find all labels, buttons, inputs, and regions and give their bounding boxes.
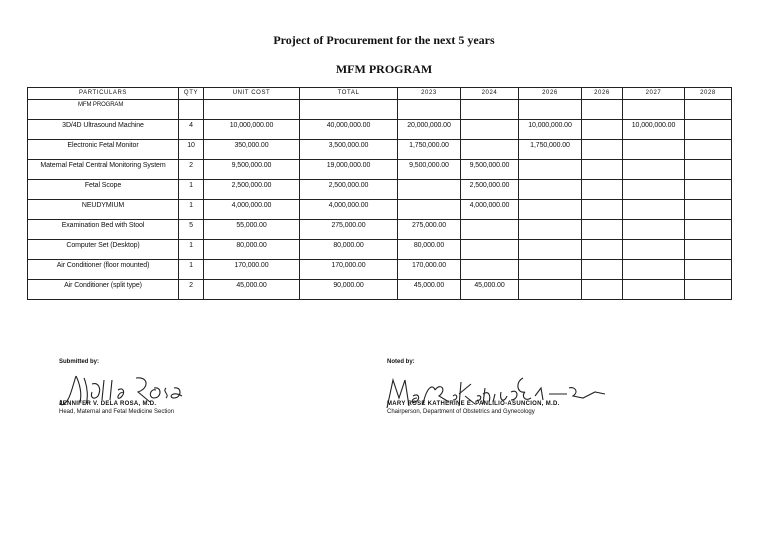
item-particulars: Air Conditioner (floor mounted) [28, 260, 179, 280]
table-row [28, 180, 732, 200]
table-cell [582, 240, 623, 260]
header-cell: PARTICULARS [28, 88, 179, 100]
table-cell: 80,000.00 [398, 240, 461, 260]
table-cell [582, 260, 623, 280]
table-cell: 350,000.00 [204, 140, 300, 160]
table-row [28, 280, 732, 300]
document-title: Project of Procurement for the next 5 years [273, 33, 495, 47]
table-cell: 4,000,000.00 [300, 200, 398, 220]
table-cell: 9,500,000.00 [204, 160, 300, 180]
table-cell [519, 280, 582, 300]
table-cell [685, 100, 732, 120]
header-cell: UNIT COST [204, 88, 300, 100]
table-cell [623, 100, 685, 120]
table-cell: 40,000,000.00 [300, 120, 398, 140]
table-cell: 10,000,000.00 [204, 120, 300, 140]
item-particulars: Computer Set (Desktop) [28, 240, 179, 260]
table-cell: 170,000.00 [398, 260, 461, 280]
table-cell: 90,000.00 [300, 280, 398, 300]
procurement-table [27, 87, 732, 300]
table-cell: 80,000.00 [204, 240, 300, 260]
noted-name: MARY ROSE KATHERINE E. PANLILIO-ASUNCION, M.D. [387, 401, 560, 407]
table-row [28, 140, 732, 160]
table-cell [685, 180, 732, 200]
table-cell [685, 220, 732, 240]
table-cell [461, 100, 519, 120]
table-cell: 1 [179, 200, 204, 220]
table-cell [398, 200, 461, 220]
table-cell: 275,000.00 [398, 220, 461, 240]
item-particulars: NEUDYMIUM [28, 200, 179, 220]
table-cell [623, 280, 685, 300]
table-cell: 9,500,000.00 [398, 160, 461, 180]
noted-signatory [387, 400, 560, 416]
header-cell: 2023 [398, 88, 461, 100]
header-cell: 2026 [519, 88, 582, 100]
table-cell: 10,000,000.00 [623, 120, 685, 140]
table-cell: 1 [179, 260, 204, 280]
table-cell [519, 180, 582, 200]
table-cell [461, 220, 519, 240]
header-cell: 2026 [582, 88, 623, 100]
section-row [28, 100, 732, 120]
table-cell: 2,500,000.00 [461, 180, 519, 200]
table-cell [623, 160, 685, 180]
table-cell: 1 [179, 240, 204, 260]
table-row [28, 200, 732, 220]
table-cell: 20,000,000.00 [398, 120, 461, 140]
table-cell: 2 [179, 160, 204, 180]
table-cell: 45,000.00 [461, 280, 519, 300]
table-cell [623, 140, 685, 160]
table-cell [461, 140, 519, 160]
table-cell [461, 240, 519, 260]
table-cell: 4,000,000.00 [461, 200, 519, 220]
table-cell: 2 [179, 280, 204, 300]
table-cell [519, 100, 582, 120]
table-cell [519, 240, 582, 260]
table-cell [623, 260, 685, 280]
table-cell [685, 140, 732, 160]
table-cell [623, 180, 685, 200]
item-particulars: Air Conditioner (split type) [28, 280, 179, 300]
table-cell: 2,500,000.00 [204, 180, 300, 200]
table-cell: 10 [179, 140, 204, 160]
table-cell: 80,000.00 [300, 240, 398, 260]
table-cell [519, 260, 582, 280]
table-cell [623, 220, 685, 240]
table-cell: 5 [179, 220, 204, 240]
table-cell: 9,500,000.00 [461, 160, 519, 180]
table-cell [398, 100, 461, 120]
table-cell: 45,000.00 [204, 280, 300, 300]
table-cell: 55,000.00 [204, 220, 300, 240]
table-cell: 3,500,000.00 [300, 140, 398, 160]
noted-position: Chairperson, Department of Obstetrics and Gynecology [387, 409, 535, 415]
table-cell [519, 220, 582, 240]
submitted-by-label: Submitted by: [59, 359, 99, 365]
header-cell: 2024 [461, 88, 519, 100]
table-cell: 2,500,000.00 [300, 180, 398, 200]
table-cell [685, 120, 732, 140]
table-cell [582, 280, 623, 300]
table-row [28, 240, 732, 260]
table-cell: 275,000.00 [300, 220, 398, 240]
table-cell [461, 120, 519, 140]
table-cell [582, 140, 623, 160]
table-row [28, 120, 732, 140]
header-cell: QTY [179, 88, 204, 100]
document-subtitle: MFM PROGRAM [335, 62, 433, 76]
table-cell [300, 100, 398, 120]
table-cell [623, 240, 685, 260]
table-cell [582, 100, 623, 120]
submitted-name: JENNIFER V. DELA ROSA, M.D. [59, 401, 157, 407]
table-cell: 45,000.00 [398, 280, 461, 300]
noted-by-label: Noted by: [387, 359, 415, 365]
table-cell [519, 160, 582, 180]
header-cell: 2027 [623, 88, 685, 100]
item-particulars: Examination Bed with Stool [28, 220, 179, 240]
item-particulars: Electronic Fetal Monitor [28, 140, 179, 160]
table-header-row [28, 88, 732, 100]
table-cell [204, 100, 300, 120]
table-cell [685, 160, 732, 180]
item-particulars: Maternal Fetal Central Monitoring System [28, 160, 179, 180]
table-row [28, 260, 732, 280]
header-cell: 2028 [685, 88, 732, 100]
table-row [28, 160, 732, 180]
table-cell [685, 200, 732, 220]
table-cell: 19,000,000.00 [300, 160, 398, 180]
table-cell: 4 [179, 120, 204, 140]
table-cell [582, 200, 623, 220]
table-cell: 10,000,000.00 [519, 120, 582, 140]
table-cell [685, 240, 732, 260]
table-cell [582, 120, 623, 140]
table-cell [685, 260, 732, 280]
table-row [28, 220, 732, 240]
table-cell [519, 200, 582, 220]
table-cell: 1,750,000.00 [398, 140, 461, 160]
table-cell [582, 180, 623, 200]
table-cell [685, 280, 732, 300]
table-cell [582, 160, 623, 180]
header-cell: TOTAL [300, 88, 398, 100]
submitted-position: Head, Maternal and Fetal Medicine Section [59, 409, 175, 415]
item-particulars: 3D/4D Ultrasound Machine [28, 120, 179, 140]
table-cell [623, 200, 685, 220]
table-cell [179, 100, 204, 120]
table-cell: 170,000.00 [204, 260, 300, 280]
table-cell: 170,000.00 [300, 260, 398, 280]
table-cell [582, 220, 623, 240]
table-cell: 4,000,000.00 [204, 200, 300, 220]
table-cell: 1,750,000.00 [519, 140, 582, 160]
table-cell [461, 260, 519, 280]
item-particulars: Fetal Scope [28, 180, 179, 200]
submitted-signatory [59, 400, 174, 416]
table-cell [398, 180, 461, 200]
section-label: MFM PROGRAM [28, 100, 179, 120]
table-cell: 1 [179, 180, 204, 200]
